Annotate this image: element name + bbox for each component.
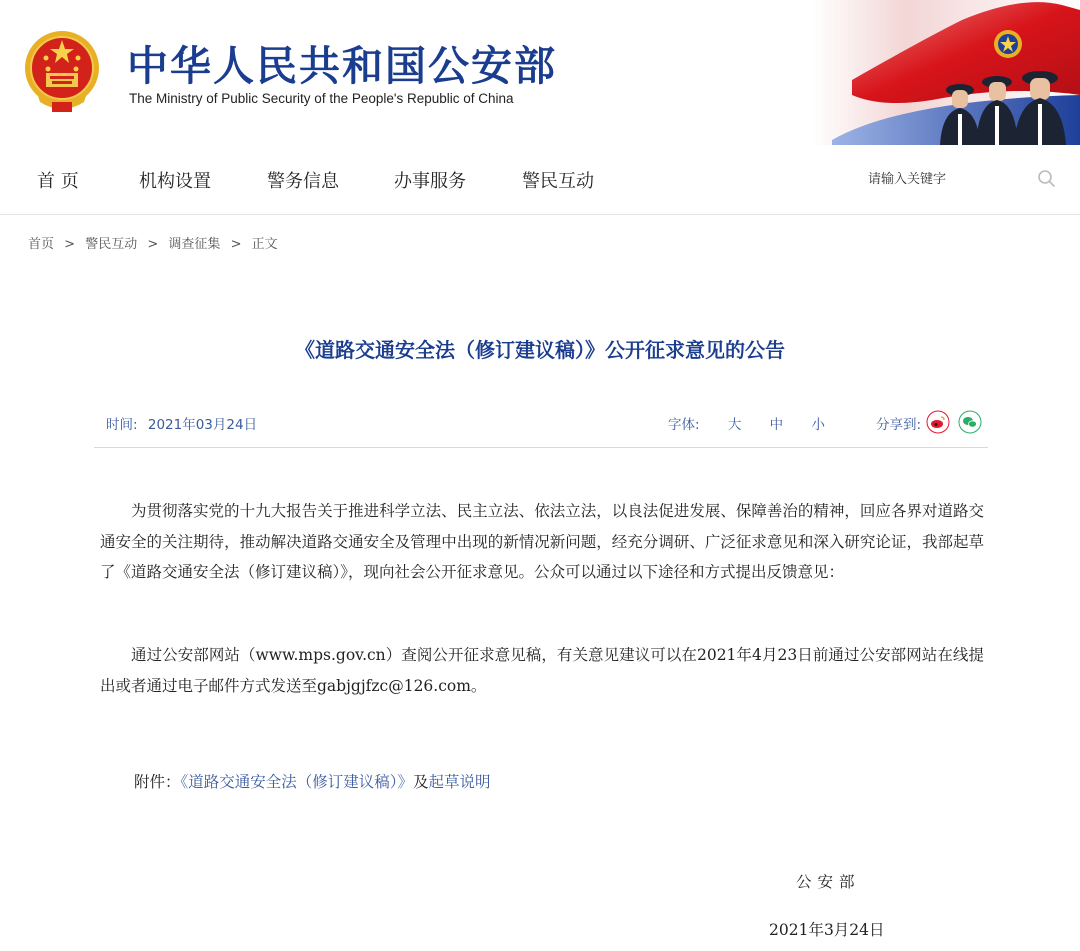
nav-item-home[interactable]: 首 页 bbox=[37, 171, 79, 192]
article-title: 《道路交通安全法（修订建议稿）》公开征求意见的公告 bbox=[295, 338, 785, 362]
font-size-label: 字体: bbox=[668, 417, 700, 433]
search-box bbox=[860, 162, 1070, 196]
breadcrumb-separator: > bbox=[147, 237, 159, 252]
attachment-explanation-link[interactable]: 起草说明 bbox=[428, 773, 491, 791]
police-banner-image bbox=[812, 0, 1080, 145]
breadcrumb-current: 正文 bbox=[251, 237, 278, 252]
nav-item-police-info[interactable]: 警务信息 bbox=[267, 171, 339, 192]
breadcrumb-separator: > bbox=[230, 237, 242, 252]
search-icon[interactable] bbox=[1036, 168, 1058, 190]
attachment-draft-link[interactable]: 《道路交通安全法（修订建议稿）》 bbox=[180, 773, 414, 791]
signer: 公安部 bbox=[796, 873, 861, 891]
site-title-cn: 中华人民共和国公安部 bbox=[127, 42, 557, 90]
article-paragraph: 通过公安部网站（www.mps.gov.cn）查阅公开征求意见稿，有关意见建议可以在2021年4月23日前通过公安部网站在线提出或者通过电子邮件方式发送至gabjgjfzc@126.com。 bbox=[100, 646, 984, 695]
article-paragraph: 为贯彻落实党的十九大报告关于推进科学立法、民主立法、依法立法，以良法促进发展、保障善治的精神，回应各界对道路交通安全的关注期待，推动解决道路交通安全及管理中出现的新情况新问题，经充分调研、广泛征求意见和深入研究论证，我部起草了《道路交通安全法（修订建议稿）》，现向社会公开征求意见。公众可以通过以下途径和方式提出反馈意见： bbox=[100, 502, 984, 581]
sign-date: 2021年3月24日 bbox=[769, 921, 885, 939]
article-meta-bar bbox=[94, 402, 988, 448]
font-size-small-button[interactable]: 小 bbox=[811, 417, 825, 433]
wechat-share-icon[interactable] bbox=[958, 410, 982, 434]
site-title-en: The Ministry of Public Security of the People's Republic of China bbox=[129, 91, 514, 106]
publish-date bbox=[106, 413, 257, 433]
attachment-line bbox=[134, 770, 491, 792]
breadcrumb-survey[interactable]: 调查征集 bbox=[168, 237, 221, 252]
weibo-share-icon[interactable] bbox=[926, 410, 950, 434]
share-label: 分享到: bbox=[876, 417, 922, 433]
site-header bbox=[0, 0, 1080, 145]
national-emblem-logo[interactable] bbox=[22, 28, 102, 114]
attachment-label: 附件： bbox=[134, 773, 181, 791]
font-size-medium-button[interactable]: 中 bbox=[769, 417, 784, 433]
nav-item-organization[interactable]: 机构设置 bbox=[139, 171, 211, 192]
font-size-large-button[interactable]: 大 bbox=[727, 417, 742, 433]
breadcrumb-interaction[interactable]: 警民互动 bbox=[85, 237, 138, 252]
breadcrumb-home[interactable]: 首页 bbox=[28, 237, 55, 252]
breadcrumb-separator: > bbox=[64, 237, 76, 252]
main-nav bbox=[0, 145, 1080, 215]
date-label: 时间: bbox=[106, 417, 138, 433]
breadcrumb bbox=[28, 233, 284, 252]
date-value: 2021年03月24日 bbox=[147, 417, 258, 433]
nav-item-services[interactable]: 办事服务 bbox=[394, 171, 466, 192]
search-input[interactable] bbox=[860, 162, 1035, 196]
nav-item-interaction[interactable]: 警民互动 bbox=[522, 171, 594, 192]
attachment-joiner: 及 bbox=[413, 773, 429, 791]
font-size-control bbox=[668, 413, 825, 433]
